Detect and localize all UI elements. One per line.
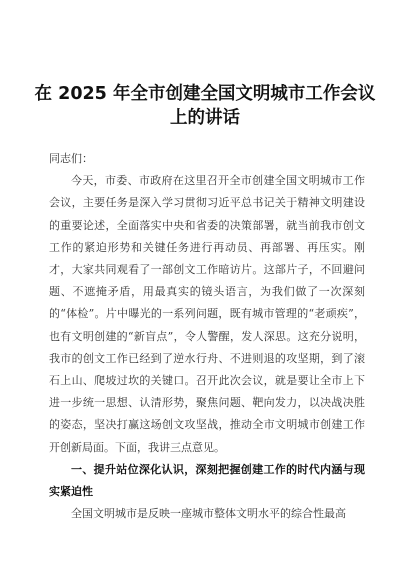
document-body [49,148,365,525]
body-paragraph: 今天，市委、市政府在这里召开全市创建全国文明城市工作会议，主要任务是深入学习贯彻习近平总书记关于精神文明建设的重要论述，全面落实中央和省委的决策部署，就当前我市创文工作的紧迫形势和关键任务进行再动员、再部署、再压实。刚才，大家共同观看了一部创文工作暗访片。这部片子，不回避问题、不遮掩矛盾，用最真实的镜头语言，为我们做了一次深刻的“体检”。片中曝光的一系列问题，既有城市管理的“老顽疾”，也有文明创建的“新盲点”，令人警醒，发人深思。这充分说明，我市的创文工作已经到了逆水行舟、不进则退的攻坚期，到了滚石上山、爬坡过坎的关键口。召开此次会议，就是要让全市上下进一步统一思想、认清形势，聚焦问题、靶向发力，以决战决胜的姿态，坚决打赢这场创文攻坚战，推动全市文明城市创建工作开创新局面。下面，我讲三点意见。 [49,174,365,454]
section-heading: 一、提升站位深化认识，深刻把握创建工作的时代内涵与现实紧迫性 [49,462,365,499]
section-paragraph: 全国文明城市是反映一座城市整体文明水平的综合性最高 [71,507,346,521]
salutation: 同志们： [49,152,93,165]
document-title: 在 2025 年全市创建全国文明城市工作会议上的讲话 [34,84,376,128]
